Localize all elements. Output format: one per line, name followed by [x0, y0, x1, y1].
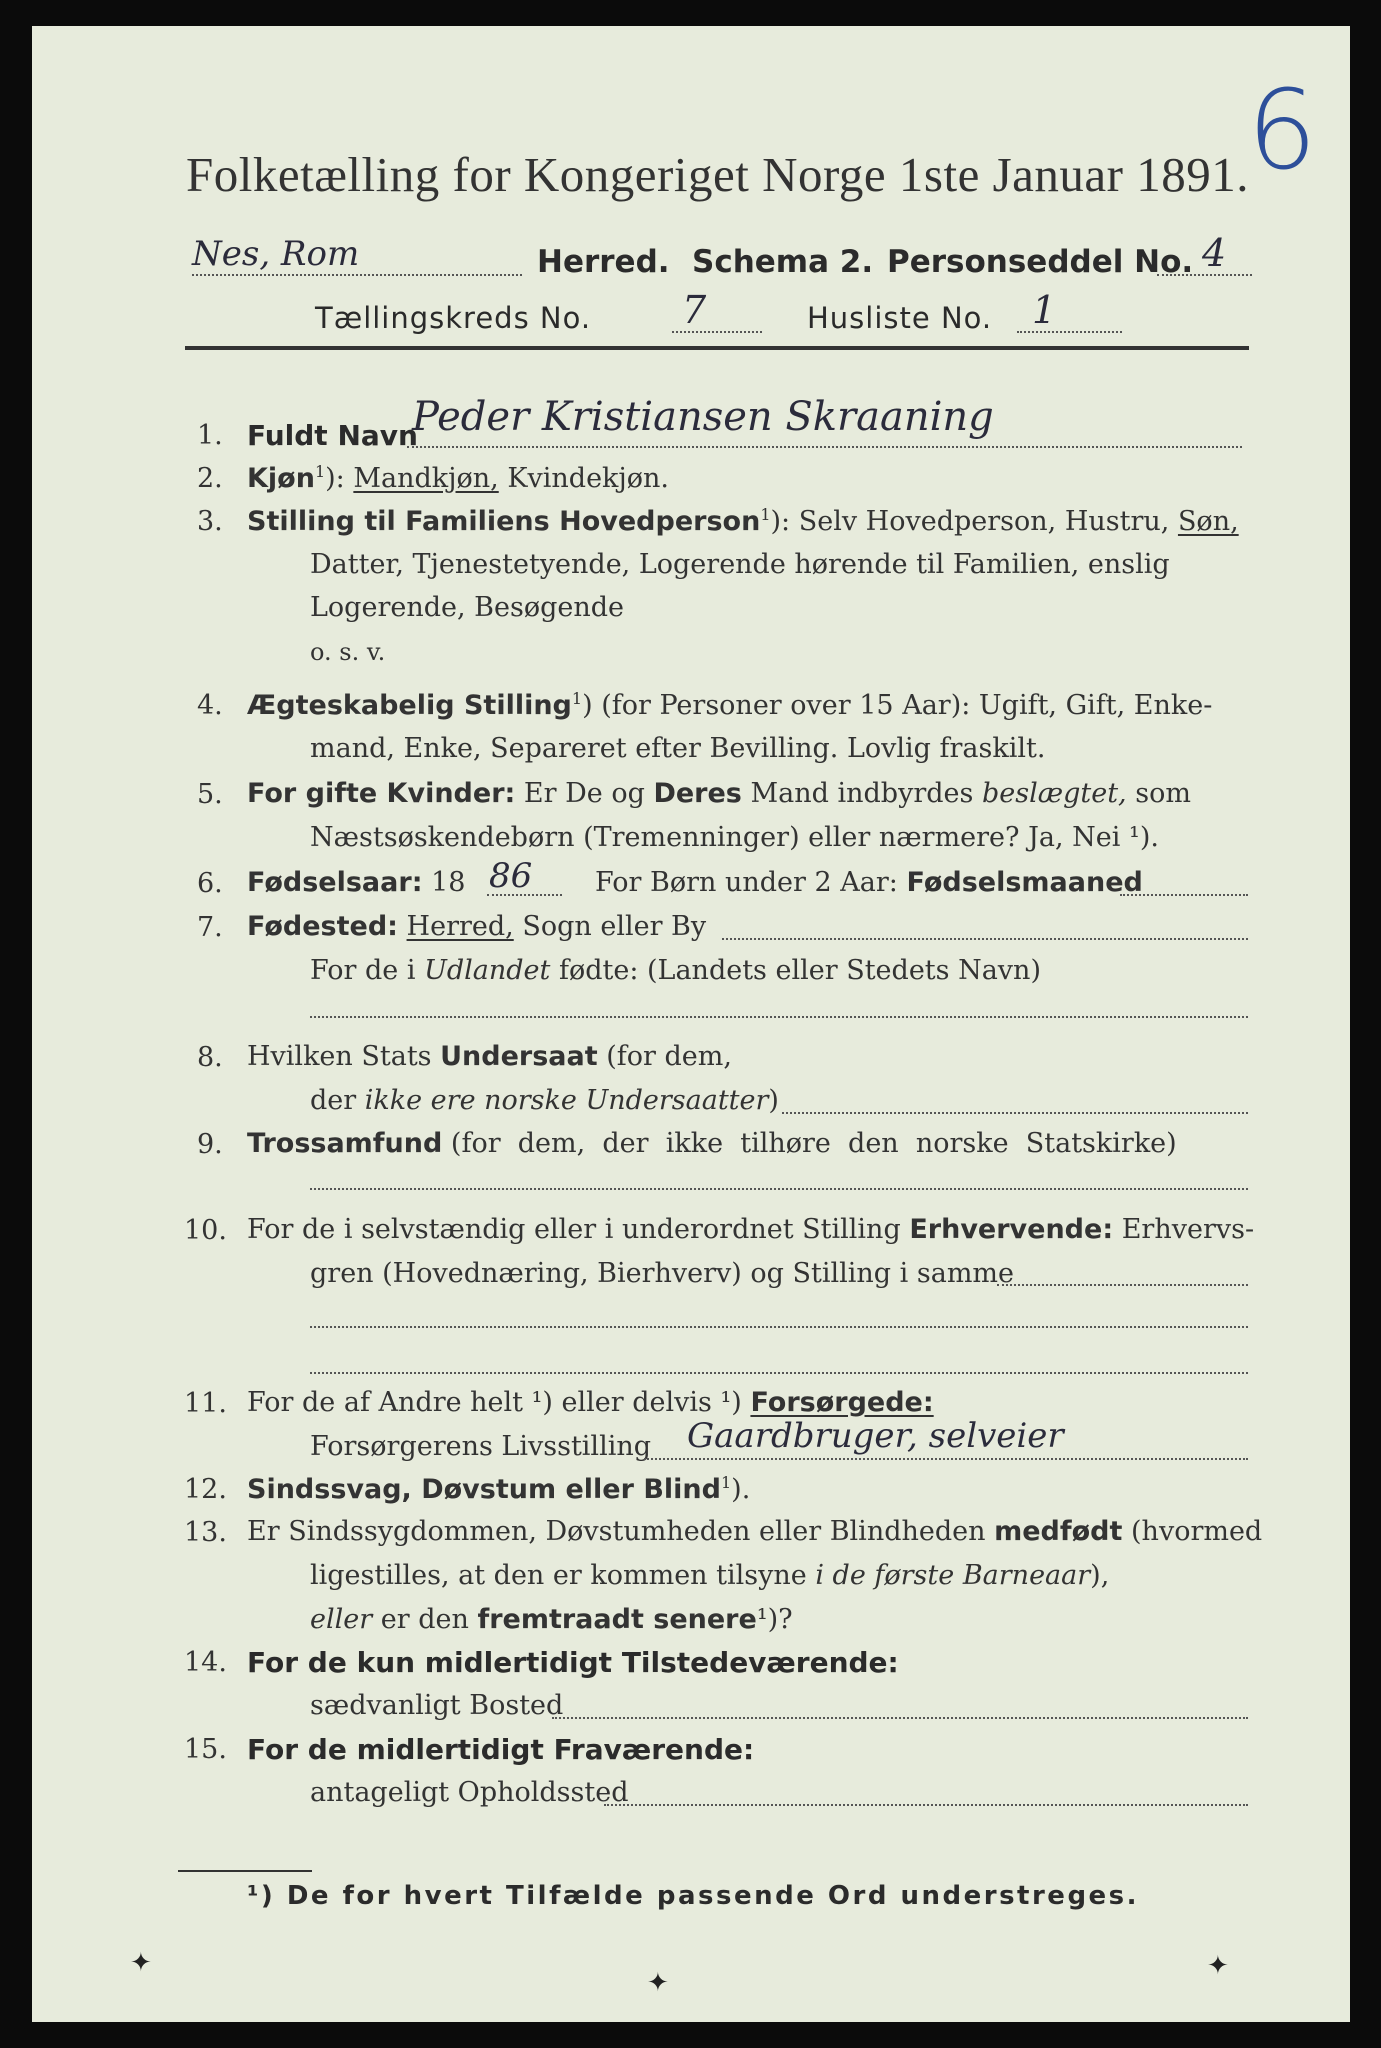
gender-label: Kjøn: [247, 463, 315, 494]
footnote-ref: 1: [314, 462, 326, 481]
occupation-text: For de i selvstændig eller i underordnet Stilling: [247, 1214, 901, 1245]
item-number: 15.: [184, 1734, 227, 1765]
birthmonth-label: Fødselsmaaned: [906, 867, 1143, 898]
kreds-dots: [672, 331, 762, 333]
footnote-text: ¹) De for hvert Tilfælde passende Ord understreges.: [247, 1881, 1140, 1911]
corner-mark-icon: ✦: [130, 1948, 152, 1978]
citizenship-label-b: Undersaat: [440, 1041, 598, 1072]
temp-absent-label: For de midlertidigt Fraværende:: [247, 1733, 755, 1766]
birthplace-line: [247, 911, 706, 942]
congenital-line3: [310, 1604, 793, 1635]
residence-label: sædvanligt Bosted: [310, 1690, 564, 1721]
occupation-dots-1: [997, 1284, 1248, 1286]
corner-mark-icon: ✦: [647, 1968, 669, 1998]
citizenship-text-a: der: [310, 1085, 357, 1116]
occupation-dots-2: [310, 1326, 1248, 1328]
marital-line2: mand, Enke, Separeret efter Bevilling. Lovlig fraskilt.: [310, 733, 1046, 764]
abroad-text-b: Udlandet: [424, 955, 551, 986]
congenital-text-f: eller: [310, 1604, 373, 1635]
congenital-text-a: Er Sindssygdommen, Døvstumheden eller Blindheden: [247, 1516, 986, 1547]
birthplace-label: Fødested:: [247, 911, 398, 942]
religion-dots: [310, 1188, 1248, 1190]
item-number: 10.: [184, 1215, 227, 1246]
birthyear-value: 86: [489, 856, 533, 896]
occupation-line2: gren (Hovednæring, Bierhverv) og Stilling i samme: [310, 1258, 1015, 1289]
birthyear-label: Fødselsaar:: [247, 867, 423, 898]
occupation-line1: [247, 1214, 1254, 1245]
disability-line: Sindssvag, Døvstum eller Blind$^1$).: [247, 1473, 751, 1505]
congenital-line2: ligestilles, at den er kommen tilsyne i de første Barneaar),: [310, 1560, 1110, 1591]
occupation-label: Erhvervende:: [909, 1214, 1114, 1245]
kreds-label: Tællingskreds No.: [315, 301, 592, 335]
footnote-rule: [178, 1870, 312, 1872]
position-line4: o. s. v.: [310, 638, 386, 666]
gender-female: Kvindekjøn.: [507, 463, 670, 494]
item-number: 3.: [197, 506, 223, 537]
married-text-a: Er De og: [523, 778, 645, 809]
birthyear-prefix: 18: [431, 867, 466, 898]
position-label: Stilling til Familiens Hovedperson: [247, 506, 761, 537]
schema-label: Schema 2.: [692, 244, 874, 280]
marital-label: Ægteskabelig Stilling: [247, 690, 572, 721]
position-son: Søn,: [1177, 506, 1239, 537]
item-number: 8.: [197, 1042, 223, 1073]
supporter-label: Forsørgerens Livsstilling: [310, 1431, 652, 1462]
item-number: 13.: [184, 1517, 227, 1548]
position-options-a: Selv Hovedperson, Hustru,: [798, 506, 1170, 537]
married-text-c: Mand indbyrdes: [750, 778, 974, 809]
birthyear-dots: [487, 894, 562, 896]
abroad-text-c: fødte: (Landets eller Stedets Navn): [558, 955, 1041, 986]
religion-line: [247, 1128, 1177, 1159]
married-text-e: som: [1135, 778, 1191, 809]
disability-label: Sindssvag, Døvstum eller Blind: [247, 1474, 721, 1505]
citizenship-line2: der ikke ere norske Undersaatter): [310, 1085, 779, 1116]
supported-line1: [247, 1387, 934, 1418]
supporter-value: Gaardbruger, selveier: [687, 1416, 1064, 1456]
birthmonth-line: [595, 867, 1143, 898]
name-value: Peder Kristiansen Skraaning: [412, 394, 994, 440]
birthmonth-dots: [1120, 894, 1248, 896]
marital-options-a: (for Personer over 15 Aar): Ugift, Gift, Enke-: [601, 690, 1213, 721]
temp-present-label: For de kun midlertidigt Tilstedeværende:: [247, 1646, 899, 1679]
citizenship-text-b: ikke ere norske Undersaatter: [364, 1085, 769, 1116]
form-title: Folketælling for Kongeriget Norge 1ste Januar 1891.: [186, 147, 1249, 202]
religion-text: (for dem, der ikke tilhøre den norske Statskirke): [450, 1128, 1177, 1159]
item-number: 11.: [184, 1388, 227, 1419]
birthmonth-text: For Børn under 2 Aar:: [595, 867, 898, 898]
citizenship-text: (for dem,: [606, 1041, 732, 1072]
congenital-text-i: ¹)?: [756, 1604, 793, 1635]
marital-line1: Ægteskabelig Stilling$^1$) (for Personer over 15 Aar): Ugift, Gift, Enke-: [247, 689, 1213, 721]
congenital-text-h: fremtraadt senere: [477, 1604, 757, 1635]
position-line1: Stilling til Familiens Hovedperson$^1$): Selv Hovedperson, Hustru, Søn,: [247, 505, 1239, 537]
item-number: 7.: [197, 912, 223, 943]
personseddel-label: Personseddel No.: [887, 244, 1194, 280]
item-number: 12.: [184, 1474, 227, 1505]
birthplace-dots: [722, 938, 1248, 940]
residence-dots: [552, 1717, 1248, 1719]
gender-line: Kjøn$^1$): Mandkjøn, Kvindekjøn.: [247, 462, 670, 494]
herred-label: Herred.: [537, 244, 670, 280]
census-form: [32, 26, 1350, 2022]
corner-number: 6: [1247, 66, 1317, 194]
name-dots: [407, 446, 1242, 448]
citizenship-label: Hvilken Stats: [247, 1041, 432, 1072]
occupation-text2: Erhvervs-: [1121, 1214, 1255, 1245]
herred-dots: [192, 274, 522, 276]
husliste-label: Husliste No.: [807, 301, 993, 335]
congenital-text-b: medfødt: [994, 1516, 1123, 1547]
personseddel-dots: [1157, 274, 1252, 276]
item-number: 1.: [197, 420, 223, 451]
supported-label: Forsørgede:: [750, 1387, 934, 1418]
item-number: 4.: [197, 690, 223, 721]
header-rule: [185, 346, 1249, 350]
footnote-ref: 1: [571, 689, 583, 708]
birthyear-line: [247, 867, 465, 898]
item-number: 2.: [197, 463, 223, 494]
item-number: 5.: [197, 779, 223, 810]
item-number: 6.: [197, 868, 223, 899]
birthplace-text: Sogn eller By: [522, 911, 707, 942]
citizenship-dots: [782, 1112, 1248, 1114]
abroad-line: [310, 955, 1041, 986]
supported-text: For de af Andre helt ¹) eller delvis ¹): [247, 1387, 742, 1418]
name-label: Fuldt Navn: [247, 419, 418, 452]
footnote-ref: 1: [760, 505, 771, 524]
congenital-line1: [247, 1516, 1262, 1547]
married-line2: Næstsøskendebørn (Tremenninger) eller nærmere? Ja, Nei ¹).: [310, 822, 1159, 853]
supporter-dots: [644, 1458, 1248, 1460]
husliste-value: 1: [1032, 288, 1057, 332]
occupation-dots-3: [310, 1372, 1248, 1374]
position-line3: Logerende, Besøgende: [310, 592, 624, 623]
corner-mark-icon: ✦: [1207, 1951, 1229, 1981]
personseddel-value: 4: [1202, 231, 1227, 275]
item-number: 9.: [197, 1129, 223, 1160]
footnote-ref: 1: [720, 1473, 732, 1492]
husliste-dots: [1017, 331, 1122, 333]
religion-label: Trossamfund: [247, 1128, 443, 1159]
congenital-text-c: (hvormed: [1131, 1516, 1263, 1547]
married-text-b: Deres: [653, 778, 742, 809]
item-number: 14.: [184, 1647, 227, 1678]
abroad-dots: [310, 1016, 1248, 1018]
congenital-text-d: ligestilles, at den er kommen tilsyne: [310, 1560, 807, 1591]
married-text-d: beslægtet,: [981, 778, 1127, 809]
position-line2: Datter, Tjenestetyende, Logerende hørende til Familien, enslig: [310, 549, 1170, 580]
whereabouts-dots: [604, 1804, 1248, 1806]
gender-male: Mandkjøn,: [353, 463, 499, 494]
congenital-text-g: er den: [380, 1604, 469, 1635]
abroad-text-a: For de i: [310, 955, 416, 986]
birthplace-herred: Herred,: [406, 911, 514, 942]
married-label: For gifte Kvinder:: [247, 778, 516, 809]
whereabouts-label: antageligt Opholdssted: [310, 1777, 629, 1808]
herred-value: Nes, Rom: [192, 234, 360, 274]
kreds-value: 7: [682, 288, 707, 332]
congenital-text-e: i de første Barneaar: [815, 1560, 1091, 1591]
citizenship-line1: [247, 1041, 732, 1072]
married-line1: [247, 778, 1191, 809]
